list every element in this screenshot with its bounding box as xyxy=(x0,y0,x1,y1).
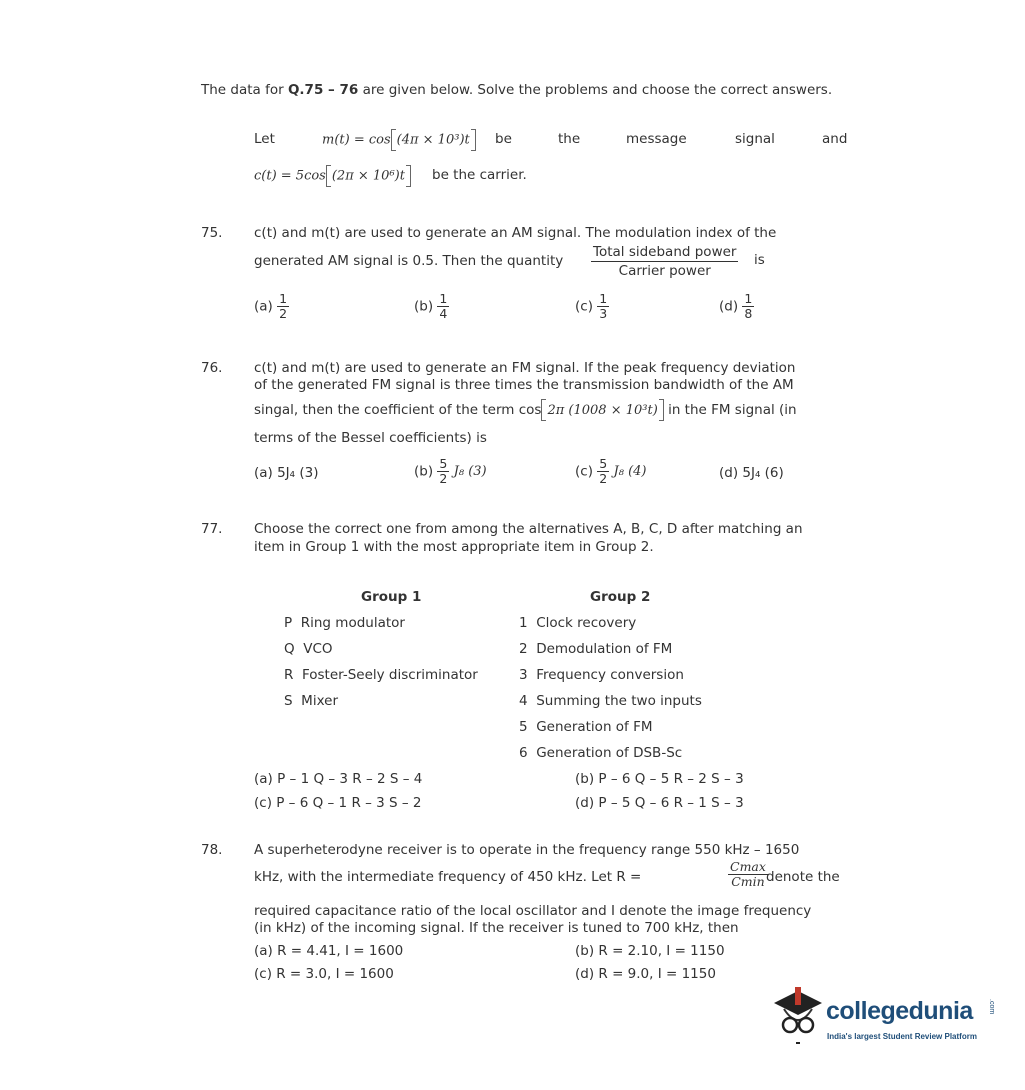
c-suffix: be the carrier. xyxy=(432,167,527,183)
q78-option-a[interactable]: (a) R = 4.41, I = 1600 xyxy=(254,943,404,959)
q76-option-b[interactable]: (b) $\frac{5}{2}$ J₈ (3) xyxy=(414,456,487,486)
q76-number: 76. xyxy=(201,360,223,376)
message-word: message xyxy=(626,131,687,147)
group2-item: 4 Summing the two inputs xyxy=(519,693,702,709)
q75-line1: c(t) and m(t) are used to generate an AM signal. The modulation index of the xyxy=(254,225,777,241)
the-word: the xyxy=(558,131,581,147)
q75-option-b[interactable]: (b) $\frac{1}{4}$ xyxy=(414,291,448,321)
q76-line3: singal, then the coefficient of the term cos 2π (1008 × 10³t) in the FM signal (in xyxy=(254,399,797,421)
group1-item: R Foster-Seely discriminator xyxy=(284,667,478,683)
m-expression: m(t) = cos (4π × 10³)t xyxy=(322,129,476,151)
q76-line1: c(t) and m(t) are used to generate an FM signal. If the peak frequency deviation xyxy=(254,360,796,376)
q75-line2: generated AM signal is 0.5. Then the quantity xyxy=(254,253,564,269)
q76-line2: of the generated FM signal is three times the transmission bandwidth of the AM xyxy=(254,377,794,393)
q78-line1: A superheterodyne receiver is to operate in the frequency range 550 kHz – 1650 xyxy=(254,842,800,858)
q75-line2-end: is xyxy=(754,252,765,268)
q78-line2: kHz, with the intermediate frequency of 450 kHz. Let R = xyxy=(254,869,642,885)
group1-item: P Ring modulator xyxy=(284,615,405,631)
q78-number: 78. xyxy=(201,842,223,858)
q78-fraction: $\frac{Cmax}{Cmin}$ xyxy=(730,859,766,889)
q75-option-a[interactable]: (a) $\frac{1}{2}$ xyxy=(254,291,288,321)
group1-item: S Mixer xyxy=(284,693,339,709)
q77-option-a[interactable]: (a) P – 1 Q – 3 R – 2 S – 4 xyxy=(254,771,423,787)
q78-option-c[interactable]: (c) R = 3.0, I = 1600 xyxy=(254,966,394,982)
q78-line3: required capacitance ratio of the local oscillator and I denote the image frequency xyxy=(254,903,812,919)
group2-item: 1 Clock recovery xyxy=(519,615,637,631)
q78-line4: (in kHz) of the incoming signal. If the receiver is tuned to 700 kHz, then xyxy=(254,920,739,936)
group2-item: 5 Generation of FM xyxy=(519,719,653,735)
group2-item: 6 Generation of DSB-Sc xyxy=(519,745,683,761)
group2-title: Group 2 xyxy=(590,589,651,605)
let-word: Let xyxy=(254,131,275,147)
logo-tagline: India's largest Student Review Platform xyxy=(827,1032,977,1041)
q77-number: 77. xyxy=(201,521,223,537)
logo-name: collegedunia xyxy=(826,997,973,1025)
q75-option-d[interactable]: (d) $\frac{1}{8}$ xyxy=(719,291,753,321)
logo-tld: .com xyxy=(988,999,995,1015)
q77-line2: item in Group 1 with the most appropriate item in Group 2. xyxy=(254,539,654,555)
group1-item: Q VCO xyxy=(284,641,333,657)
q76-option-c[interactable]: (c) $\frac{5}{2}$ J₈ (4) xyxy=(575,456,647,486)
q75-number: 75. xyxy=(201,225,223,241)
group1-title: Group 1 xyxy=(361,589,422,605)
group2-item: 2 Demodulation of FM xyxy=(519,641,673,657)
q76-option-d[interactable]: (d) 5J₄ (6) xyxy=(719,465,784,481)
group2-item: 3 Frequency conversion xyxy=(519,667,684,683)
q77-line1: Choose the correct one from among the alternatives A, B, C, D after matching an xyxy=(254,521,803,537)
q75-fraction: $\frac{\text{Total sideband power}}{\text{Carrier power}}$ xyxy=(593,244,737,279)
intro-prefix: The data for xyxy=(201,82,288,98)
signal-word: signal xyxy=(735,131,775,147)
q78-line2-end: denote the xyxy=(766,869,840,885)
intro-suffix: are given below. Solve the problems and choose the correct answers. xyxy=(358,82,833,98)
q76-line4: terms of the Bessel coefficients) is xyxy=(254,430,487,446)
c-expression: c(t) = 5cos (2π × 10⁶)t xyxy=(254,165,411,187)
q77-option-d[interactable]: (d) P – 5 Q – 6 R – 1 S – 3 xyxy=(575,795,744,811)
q78-option-b[interactable]: (b) R = 2.10, I = 1150 xyxy=(575,943,725,959)
collegedunia-logo xyxy=(768,985,998,1055)
be-word: be xyxy=(495,131,512,147)
q77-option-c[interactable]: (c) P – 6 Q – 1 R – 3 S – 2 xyxy=(254,795,422,811)
q75-option-c[interactable]: (c) $\frac{1}{3}$ xyxy=(575,291,608,321)
q76-option-a[interactable]: (a) 5J₄ (3) xyxy=(254,465,319,481)
q78-option-d[interactable]: (d) R = 9.0, I = 1150 xyxy=(575,966,716,982)
intro-paragraph xyxy=(201,82,851,99)
intro-qrange: Q.75 – 76 xyxy=(287,82,359,98)
graduate-icon xyxy=(768,985,828,1055)
q77-option-b[interactable]: (b) P – 6 Q – 5 R – 2 S – 3 xyxy=(575,771,744,787)
and-word: and xyxy=(822,131,848,147)
